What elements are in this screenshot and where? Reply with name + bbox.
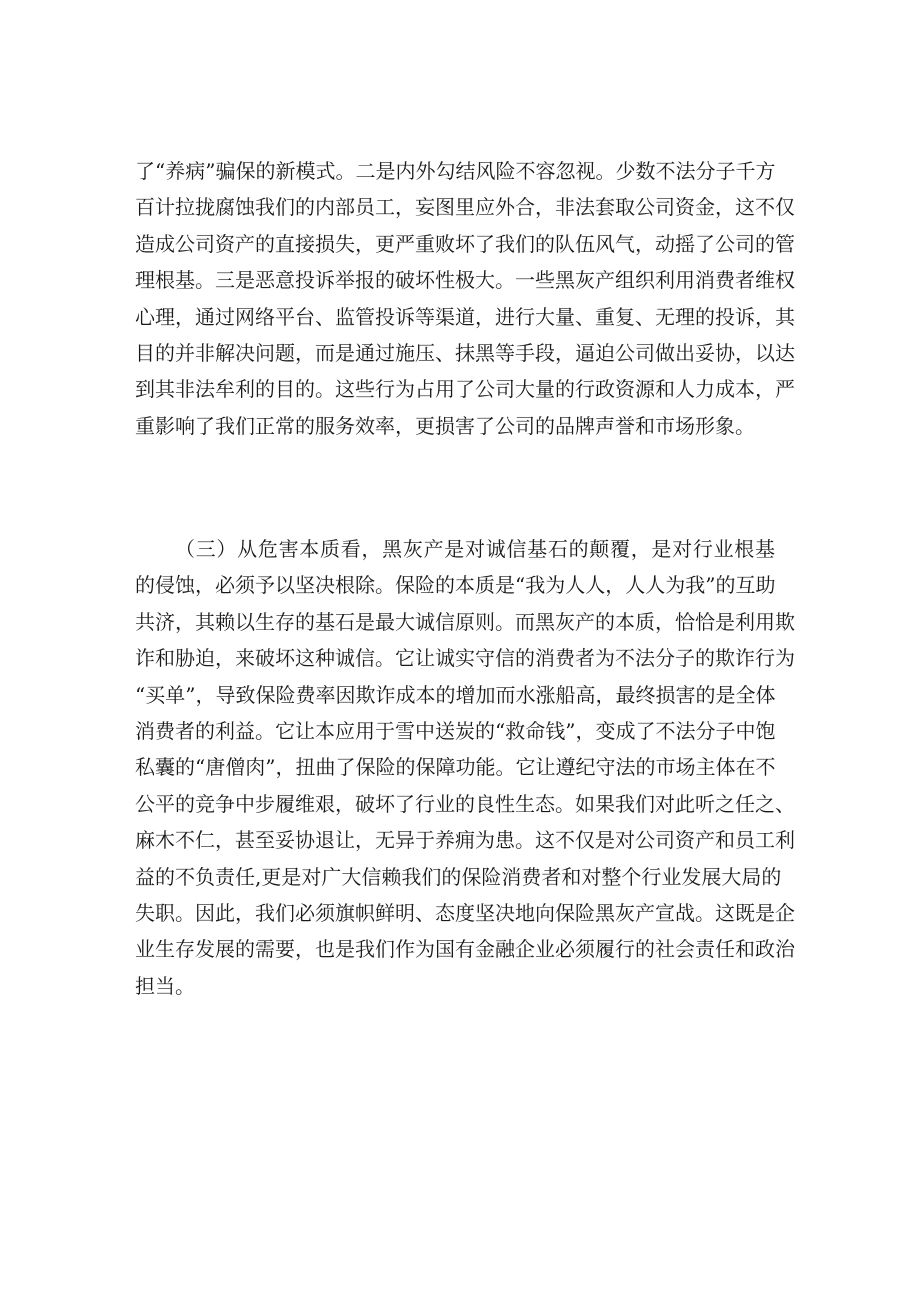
- text-line: 了“养病”骗保的新模式。二是内外勾结风险不容忽视。少数不法分子千方: [135, 159, 776, 183]
- text-line: 理根基。三是恶意投诉举报的破坏性极大。一些黑灰产组织利用消费者维权: [135, 268, 795, 293]
- text-line: 私囊的“唐僧肉”，扭曲了保险的保障功能。它让遵纪守法的市场主体在不: [135, 755, 776, 780]
- text-line: 造成公司资产的直接损失，更严重败坏了我们的队伍风气，动摇了公司的管: [135, 231, 795, 256]
- section-heading-line: （三）从危害本质看，黑灰产是对诚信基石的颠覆，是对行业根基: [175, 537, 775, 561]
- text-line: 麻木不仁，甚至妥协退让，无异于养痈为患。这不仅是对公司资产和员工利: [135, 828, 795, 853]
- text-line: 公平的竞争中步履维艰，破坏了行业的良性生态。如果我们对此听之任之、: [135, 791, 795, 816]
- text-line: 失职。因此，我们必须旗帜鲜明、态度坚决地向保险黑灰产宣战。这既是企: [135, 900, 795, 925]
- text-line: “买单”，导致保险费率因欺诈成本的增加而水涨船高，最终损害的是全体: [135, 682, 776, 707]
- text-line: 重影响了我们正常的服务效率，更损害了公司的品牌声誉和市场形象。: [135, 413, 755, 438]
- text-line: 到其非法牟利的目的。这些行为占用了公司大量的行政资源和人力成本，严: [135, 377, 795, 402]
- text-line: 目的并非解决问题，而是通过施压、抹黑等手段，逼迫公司做出妥协，以达: [135, 340, 795, 365]
- text-line: 消费者的利益。它让本应用于雪中送炭的“救命钱”，变成了不法分子中饱: [135, 718, 776, 743]
- paragraph-2: [135, 531, 795, 1004]
- text-line: 百计拉拢腐蚀我们的内部员工，妄图里应外合，非法套取公司资金，这不仅: [135, 195, 795, 220]
- paragraph-1: [135, 153, 795, 444]
- text-line: 心理，通过网络平台、监管投诉等渠道，进行大量、重复、无理的投诉，其: [135, 304, 795, 329]
- text-line: 益的不负责任,更是对广大信赖我们的保险消费者和对整个行业发展大局的: [135, 864, 782, 889]
- text-line: 共济，其赖以生存的基石是最大诚信原则。而黑灰产的本质，恰恰是利用欺: [135, 609, 795, 634]
- text-line: 的侵蚀，必须予以坚决根除。保险的本质是“我为人人，人人为我”的互助: [135, 573, 776, 598]
- text-line: 担当。: [135, 973, 195, 998]
- text-line: 业生存发展的需要，也是我们作为国有金融企业必须履行的社会责任和政治: [135, 937, 795, 962]
- text-line: 诈和胁迫，来破坏这种诚信。它让诚实守信的消费者为不法分子的欺诈行为: [135, 646, 795, 671]
